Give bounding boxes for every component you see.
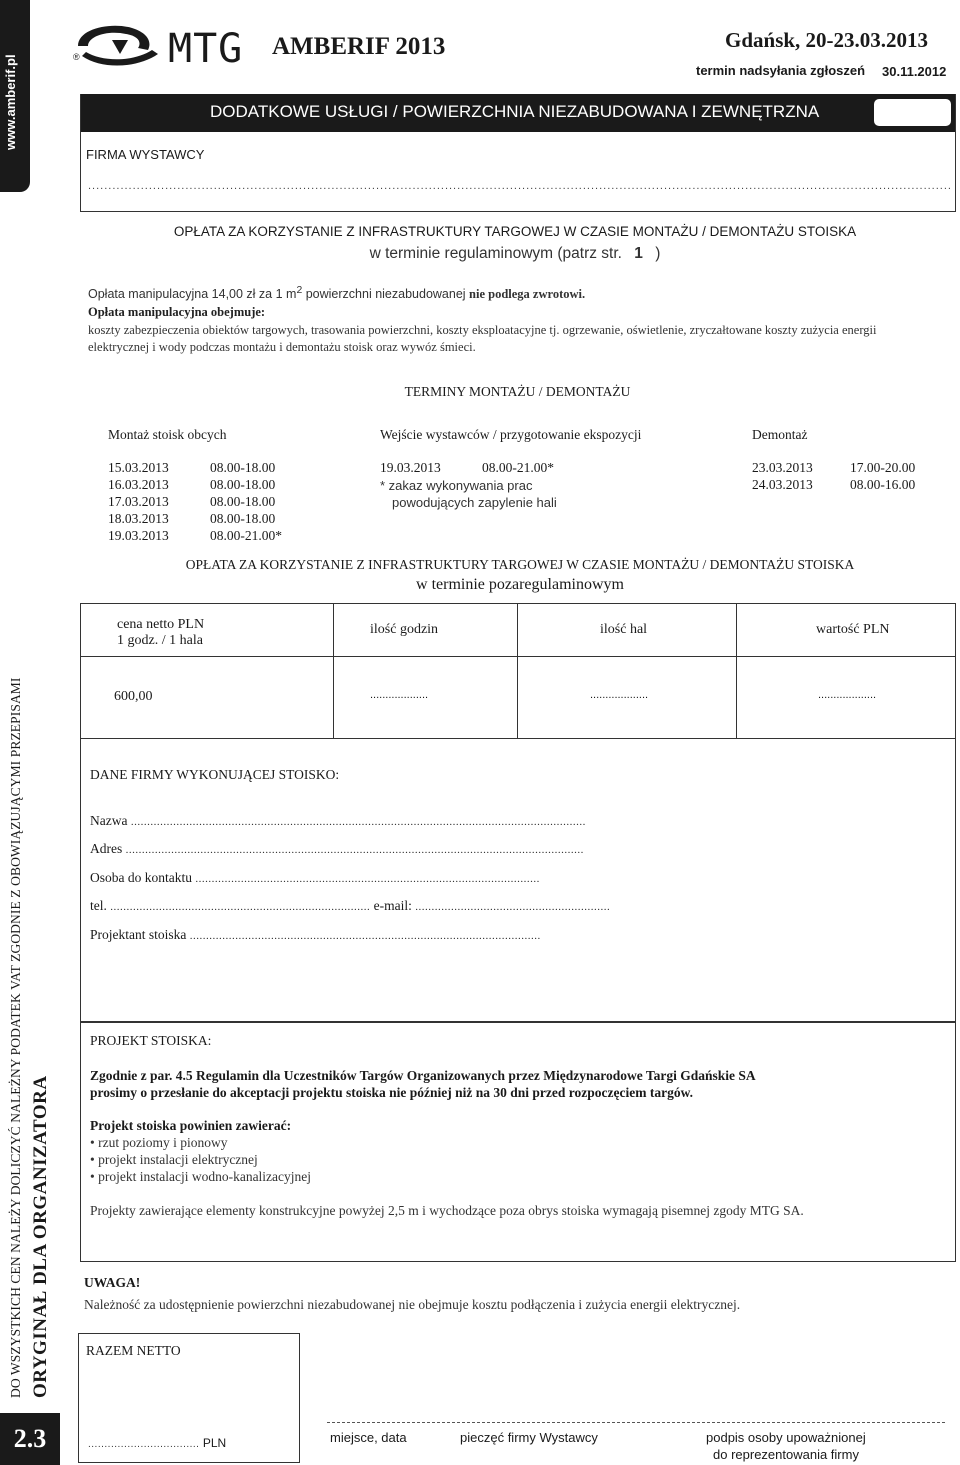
warning-title: UWAGA! xyxy=(84,1275,141,1290)
entry-head: Wejście wystawców / przygotowanie ekspozycji xyxy=(380,427,642,442)
overtime-subtitle: w terminie pozaregulaminowym xyxy=(416,576,624,593)
total-input[interactable]: .................................. PLN xyxy=(88,1436,227,1450)
halls-input[interactable]: ................... xyxy=(590,689,649,701)
warning-text: Należność za udostępnienie powierzchni niezabudowanej nie obejmuje kosztu podłączenia i zużycia energii elektrycznej. xyxy=(84,1297,741,1312)
city-date: Gdańsk, 20-23.03.2013 xyxy=(725,28,929,52)
assembly-time: 08.00-18.00 xyxy=(210,477,276,492)
project-note: Projekty zawierające elementy konstrukcyjne powyżej 2,5 m i wychodzące poza obrys stoiska wymagają pisemnej zgody MTG SA. xyxy=(90,1203,804,1218)
mtg-logo-icon xyxy=(72,18,164,73)
value-input[interactable]: ................... xyxy=(818,689,877,701)
overtime-title: OPŁATA ZA KORZYSTANIE Z INFRASTRUKTURY TARGOWEJ W CZASIE MONTAŻU / DEMONTAŻU STOISKA xyxy=(185,557,855,572)
entry-time: 08.00-21.00* xyxy=(482,460,554,475)
registered-mark: ® xyxy=(73,52,80,62)
project-title: PROJEKT STOISKA: xyxy=(90,1033,212,1048)
assembly-date: 17.03.2013 xyxy=(108,494,169,509)
deadline-value: 30.11.2012 xyxy=(882,64,947,79)
exhibitor-frame xyxy=(80,94,956,212)
price-value: 600,00 xyxy=(114,689,153,704)
signature-label: podpis osoby upoważnionej xyxy=(706,1430,866,1445)
assembly-time: 08.00-18.00 xyxy=(210,511,276,526)
project-item: • rzut poziomy i pionowy xyxy=(90,1135,228,1150)
project-rule-2: prosimy o przesłanie do akceptacji projektu stoiska nie później niż na 30 dni przed rozpoczęciem targów. xyxy=(90,1085,693,1100)
fee-line: Opłata manipulacyjna 14,00 zł za 1 $m^2$ powierzchni niezabudowanej nie podlega zwrotowi. xyxy=(88,285,586,302)
assembly-date: 15.03.2013 xyxy=(108,460,169,475)
builder-name-row[interactable]: Nazwa ............................................................................................................................................ xyxy=(90,813,586,828)
place-date-label: miejsce, data xyxy=(330,1430,407,1445)
includes-text: koszty zabezpieczenia obiektów targowych, trasowania powierzchni, koszty eksploatacyjne tj. ogrzewanie, oświetlenie, zryczałtowane koszty zużycia energii elektrycznej i wody podczas montażu i demontażu stoisk oraz wywóz śmieci. xyxy=(88,323,877,354)
assembly-date: 19.03.2013 xyxy=(108,528,169,543)
project-contains: Projekt stoiska powinien zawierać: xyxy=(90,1118,292,1133)
assembly-head: Montaż stoisk obcych xyxy=(108,427,227,442)
col-value-head: wartość PLN xyxy=(816,622,890,637)
builder-contact-row[interactable]: Osoba do kontaktu .......................................................................................................... xyxy=(90,870,540,885)
bullet-icon: • xyxy=(90,1169,99,1184)
total-label: RAZEM NETTO xyxy=(86,1343,181,1358)
entry-note: powodujących zapylenie hali xyxy=(392,495,557,510)
includes-label: Opłata manipulacyjna obejmuje: xyxy=(88,305,266,319)
dismantle-date: 23.03.2013 xyxy=(752,460,813,475)
event-title: AMBERIF 2013 xyxy=(272,33,446,60)
vat-note: DO WSZYSTKICH CEN NALEŻY DOLICZYĆ NALEŻNY PODATEK VAT ZGODNIE Z OBOWIĄZUJĄCYMI PRZEPISAMI xyxy=(8,677,23,1398)
builder-address-row[interactable]: Adres ............................................................................................................................................. xyxy=(90,841,584,856)
dismantle-time: 17.00-20.00 xyxy=(850,460,916,475)
project-item: • projekt instalacji elektrycznej xyxy=(90,1152,258,1167)
dismantle-date: 24.03.2013 xyxy=(752,477,813,492)
form-number: 2.3 xyxy=(0,1413,60,1465)
assembly-time: 08.00-21.00* xyxy=(210,528,282,543)
entry-note: * zakaz wykonywania prac xyxy=(380,478,533,493)
entry-date: 19.03.2013 xyxy=(380,460,441,475)
original-note: ORYGINAŁ DLA ORGANIZATORA xyxy=(30,1075,51,1398)
exhibitor-label: FIRMA WYSTAWCY xyxy=(86,147,205,162)
col-hours-head: ilość godzin xyxy=(370,622,439,637)
terms-title: TERMINY MONTAŻU / DEMONTAŻU xyxy=(404,384,631,399)
side-bar-top xyxy=(0,0,30,192)
dismantle-time: 08.00-16.00 xyxy=(850,477,916,492)
website-text: www.amberif.pl xyxy=(3,54,18,150)
deadline-label: termin nadsyłania zgłoszeń xyxy=(696,63,866,78)
assembly-date: 16.03.2013 xyxy=(108,477,169,492)
dismantle-head: Demontaż xyxy=(752,427,808,442)
signature-line xyxy=(327,1422,945,1423)
builder-phone-row[interactable]: tel. ................................................................................ e-mail: ............................................................ xyxy=(90,898,611,913)
bullet-icon: • xyxy=(90,1135,99,1150)
signature-label-2: do reprezentowania firmy xyxy=(713,1447,859,1462)
col-price-head: cena netto PLN xyxy=(117,617,205,632)
regular-fee-title: OPŁATA ZA KORZYSTANIE Z INFRASTRUKTURY TARGOWEJ W CZASIE MONTAŻU / DEMONTAŻU STOISKA xyxy=(173,224,857,239)
project-item: • projekt instalacji wodno-kanalizacyjnej xyxy=(90,1169,312,1184)
project-rule-1: Zgodnie z par. 4.5 Regulamin dla Uczestników Targów Organizowanych przez Międzynarodowe Targi Gdańskie SA xyxy=(90,1068,756,1083)
builder-title: DANE FIRMY WYKONUJĄCEJ STOISKO: xyxy=(90,767,340,782)
builder-designer-row[interactable]: Projektant stoiska ............................................................................................................ xyxy=(90,927,541,942)
assembly-time: 08.00-18.00 xyxy=(210,460,276,475)
band-title: DODATKOWE USŁUGI / POWIERZCHNIA NIEZABUDOWANA I ZEWNĘTRZNA xyxy=(210,102,820,121)
col-halls-head: ilość hal xyxy=(600,622,648,637)
exhibitor-input[interactable]: ..................................................................................................................................................................................................................... xyxy=(88,180,952,192)
assembly-time: 08.00-18.00 xyxy=(210,494,276,509)
regular-fee-subtitle: w terminie regulaminowym (patrz str. 1 ) xyxy=(369,245,661,262)
stamp-label: pieczęć firmy Wystawcy xyxy=(460,1430,598,1445)
logo-text: MTG xyxy=(168,26,244,72)
col-price-head-sub: 1 godz. / 1 hala xyxy=(117,633,203,648)
bullet-icon: • xyxy=(90,1152,99,1167)
assembly-date: 18.03.2013 xyxy=(108,511,169,526)
hours-input[interactable]: ................... xyxy=(370,689,429,701)
